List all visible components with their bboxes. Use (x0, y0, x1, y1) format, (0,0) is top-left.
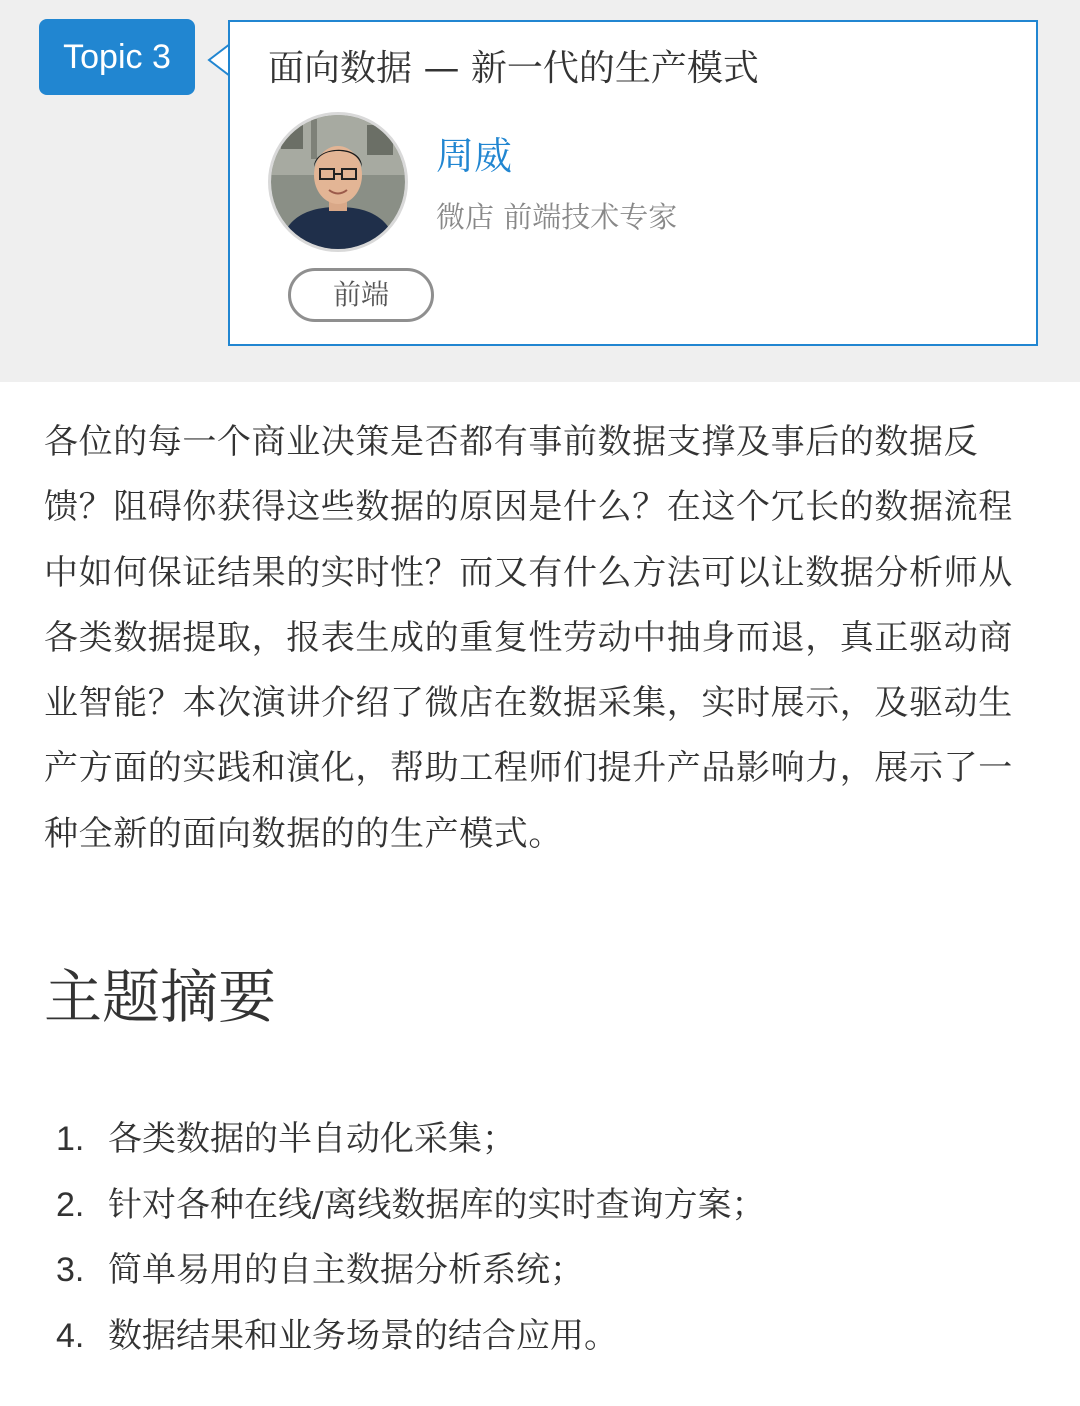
section-title: 主题摘要 (44, 963, 277, 1031)
list-item (56, 1304, 765, 1370)
talk-title: 面向数据 — 新一代的生产模式 (268, 48, 759, 89)
list-item-number: 1. (56, 1120, 85, 1158)
topic-tag[interactable]: 前端 (288, 268, 434, 322)
list-item-number: 3. (56, 1251, 85, 1289)
list-item-text: 针对各种在线/离线数据库的实时查询方案； (108, 1184, 766, 1225)
list-item (56, 1238, 765, 1304)
avatar-portrait-icon (271, 115, 405, 249)
list-item-text: 数据结果和业务场景的结合应用。 (108, 1315, 618, 1356)
speaker-avatar (268, 112, 408, 252)
list-item (56, 1107, 765, 1173)
list-item (56, 1173, 765, 1239)
topic-badge: Topic 3 (39, 19, 195, 95)
summary-list (56, 1107, 765, 1369)
speaker-card (228, 20, 1038, 346)
list-item-number: 2. (56, 1185, 85, 1224)
list-item-text: 各类数据的半自动化采集； (108, 1119, 516, 1159)
intro-paragraph: 各位的每一个商业决策是否都有事前数据支撑及事后的数据反馈？阻碍你获得这些数据的原因是什么？在这个冗长的数据流程中如何保证结果的实时性？而又有什么方法可以让数据分析师从各类数据提取，报表生成的重复性劳动中抽身而退，真正驱动商业智能？本次演讲介绍了微店在数据采集，实时展示，及驱动生产方面的实践和演化，帮助工程师们提升产品影响力，展示了一种全新的面向数据的的生产模式。 (44, 422, 1013, 854)
speaker-name: 周威 (436, 134, 513, 178)
list-item-text: 简单易用的自主数据分析系统； (108, 1250, 584, 1290)
list-item-number: 4. (56, 1316, 85, 1355)
speaker-role: 微店 前端技术专家 (436, 200, 678, 234)
